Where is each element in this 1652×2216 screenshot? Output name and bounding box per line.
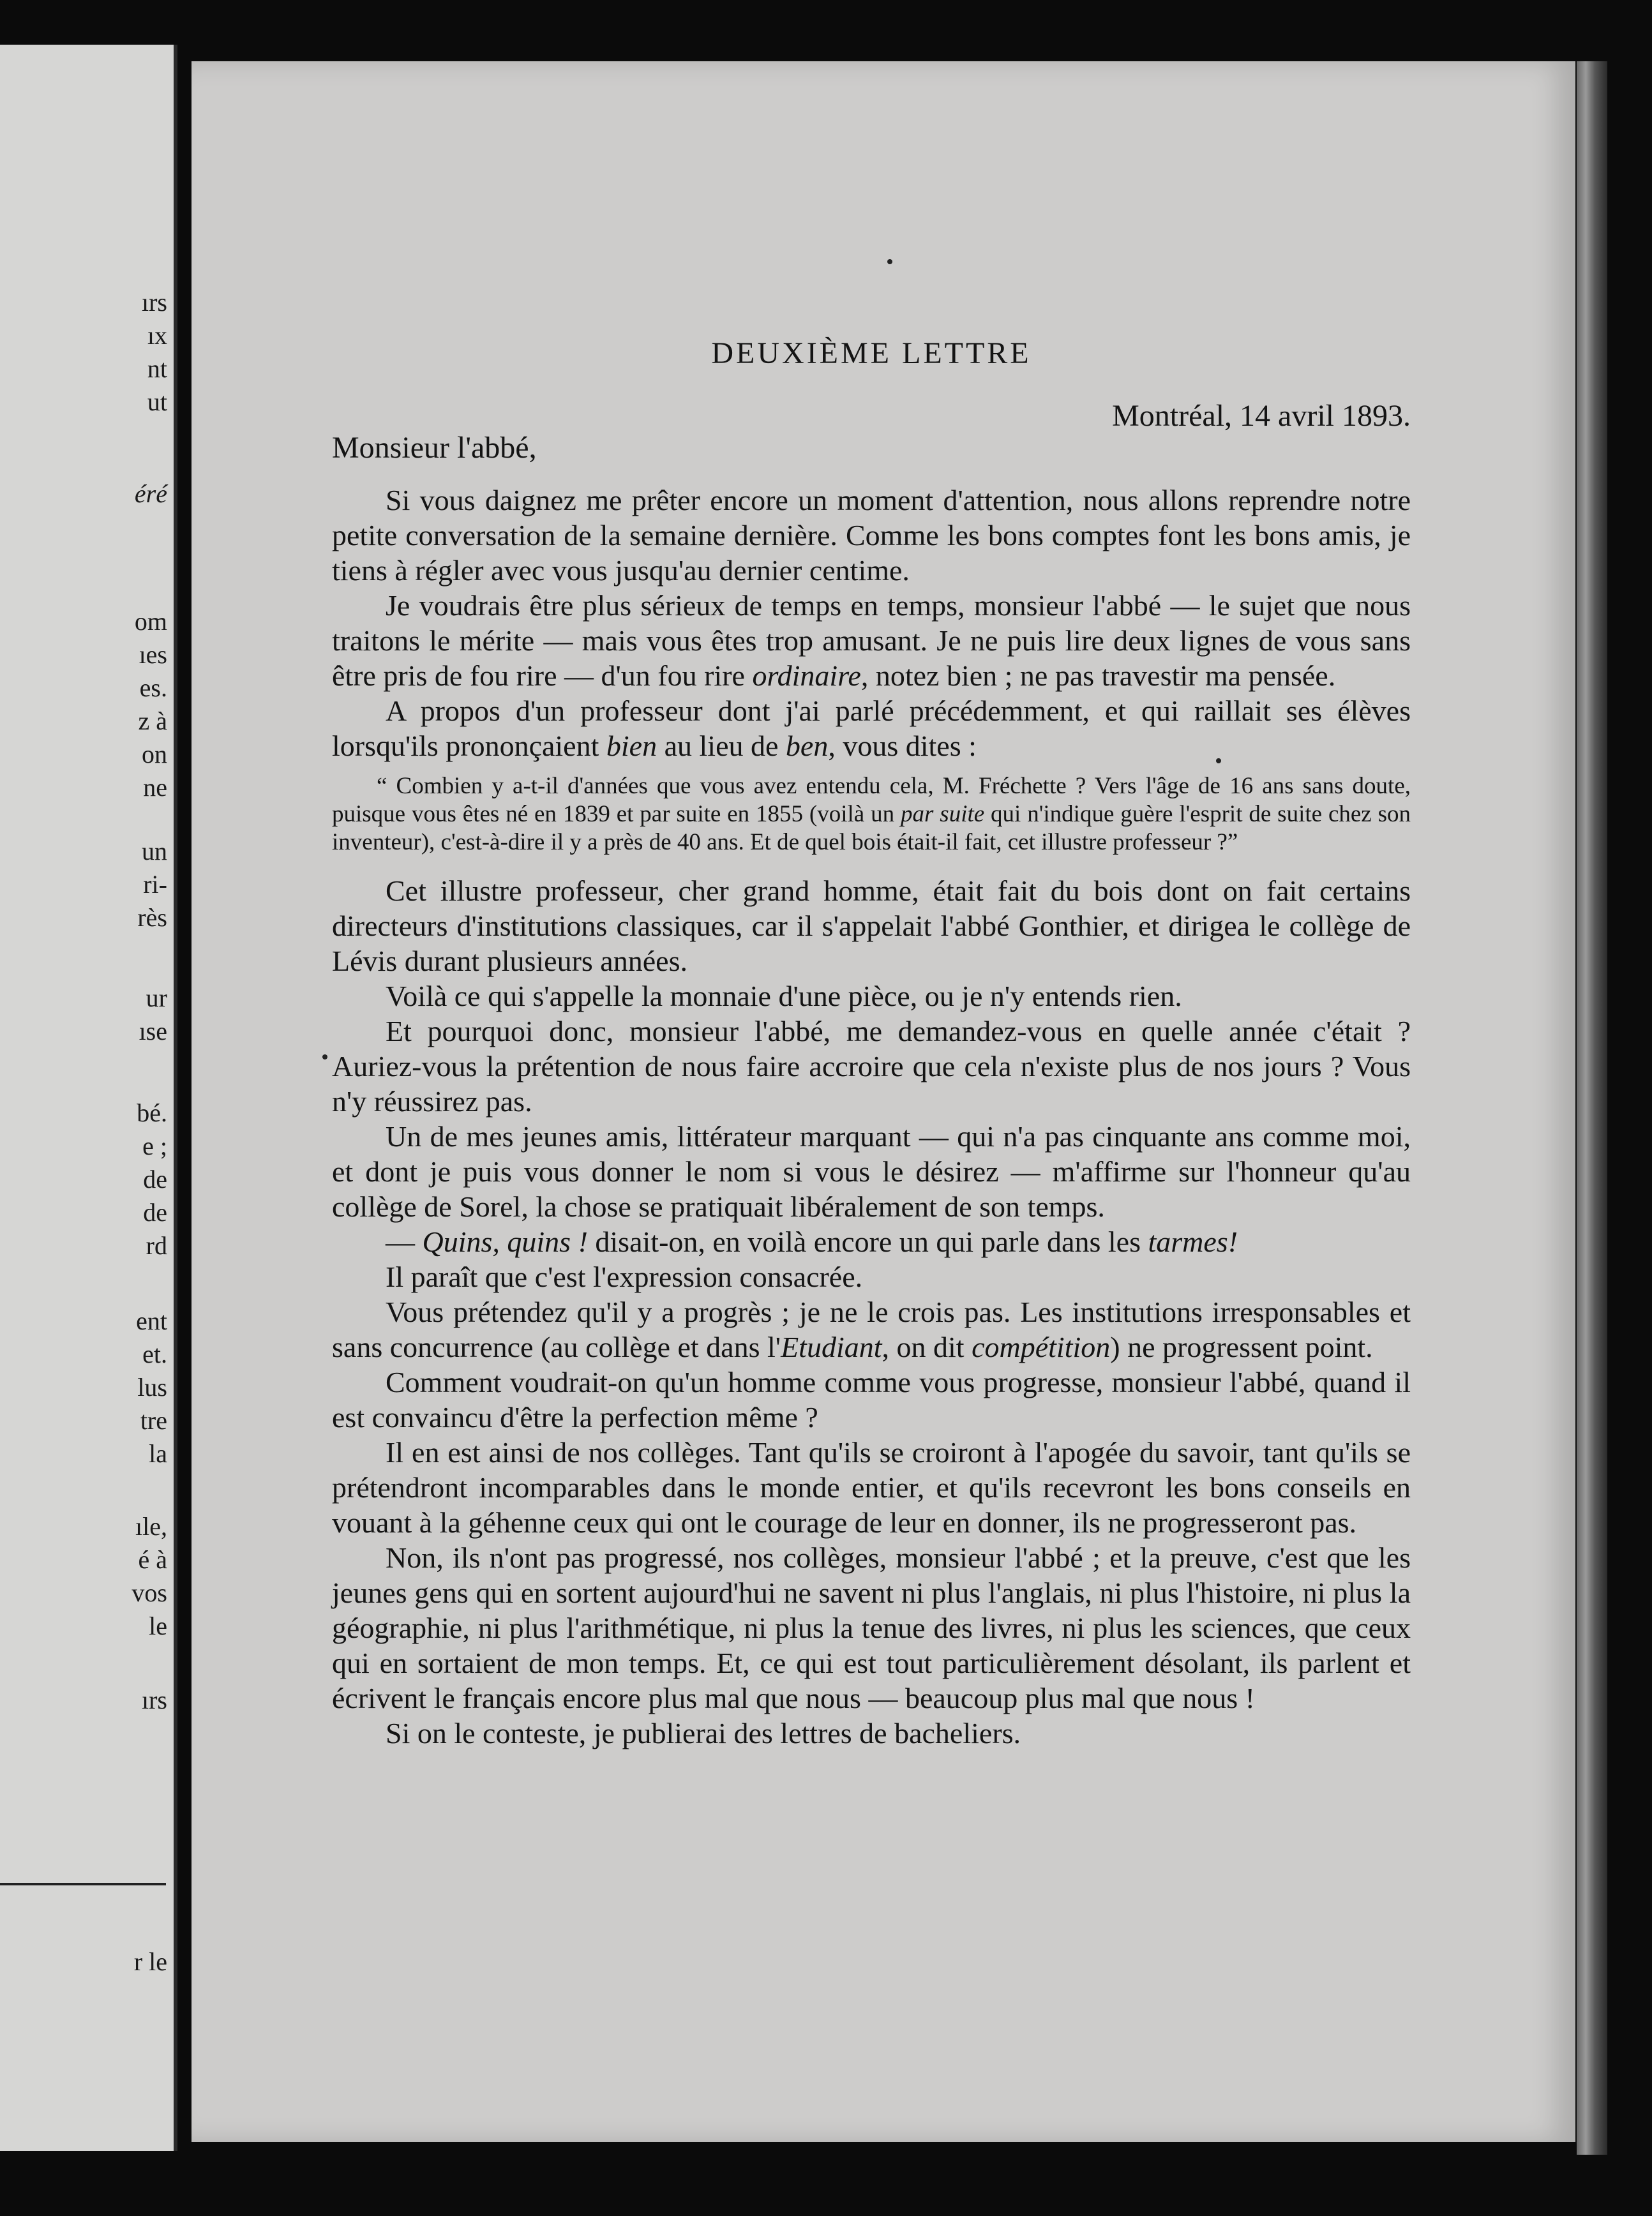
paragraph bbox=[332, 873, 1411, 978]
left-page-fragment-text: r le bbox=[133, 1947, 167, 1976]
text-run: — bbox=[386, 1225, 423, 1258]
text-run: Si vous daignez me prêter encore un moment d'attention, nous allons reprendre notre petite conversation de la semaine dernière. Comme les bons comptes font les bons amis, je tiens à régler avec vous jusqu'au dernier centime. bbox=[332, 484, 1411, 587]
text-run: Si on le conteste, je publierai des lettres de bacheliers. bbox=[386, 1717, 1021, 1749]
letter-salutation: Monsieur l'abbé, bbox=[332, 431, 537, 465]
left-page-fragment-text: ırs bbox=[142, 288, 167, 317]
left-page-fragment-text: rd bbox=[146, 1231, 167, 1260]
text-run: Non, ils n'ont pas progressé, nos collèges, monsieur l'abbé ; et la preuve, c'est que les jeunes gens qui en sortent aujourd'hui ne savent ni plus l'anglais, ni plus l'histoire, ni plus la géographie, ni plus l'arithmétique, ni plus la tenue des livres, ni plus les sciences, que ceux qui en sortaient de mon temps. Et, ce qui est tout particulièrement désolant, ils parlent et écrivent le français encore plus mal que nous — beaucoup plus mal que nous ! bbox=[332, 1541, 1411, 1714]
left-page-fragment-text: la bbox=[149, 1439, 167, 1468]
paragraph bbox=[332, 1294, 1411, 1365]
left-page-fragment-text: rès bbox=[137, 903, 167, 932]
text-run: disait-on, en voilà encore un qui parle dans les bbox=[587, 1225, 1148, 1258]
paragraph bbox=[332, 1014, 1411, 1119]
italic-text: Quins, quins ! bbox=[422, 1225, 588, 1258]
left-page-fragment-text: e ; bbox=[142, 1132, 167, 1160]
left-page-fragment-text: et. bbox=[142, 1340, 167, 1368]
letter-dateline: Montréal, 14 avril 1893. bbox=[1112, 399, 1411, 433]
text-run: Cet illustre professeur, cher grand homme, était fait du bois dont on fait certains directeurs d'institutions classiques, car il s'appelait l'abbé Gonthier, et dirigea le collège de Lévis durant plusieurs années. bbox=[332, 874, 1411, 977]
left-page-fragment-text: lus bbox=[137, 1373, 167, 1402]
text-run: A propos d'un professeur dont j'ai parlé précédemment, et qui raillait ses élèves lorsqu'ils prononçaient bbox=[332, 694, 1411, 762]
left-page-fragment-text: ri- bbox=[143, 870, 167, 899]
letter-title: DEUXIÈME LETTRE bbox=[711, 336, 1032, 370]
text-run: , on dit bbox=[882, 1331, 972, 1363]
left-page-fragment-text: bé. bbox=[137, 1098, 167, 1127]
italic-text: ordinaire bbox=[752, 659, 861, 692]
italic-text: tarmes! bbox=[1148, 1225, 1238, 1258]
text-run: , notez bien ; ne pas travestir ma pensée. bbox=[860, 659, 1336, 692]
left-page-fragment-text: ne bbox=[143, 773, 167, 802]
left-page-fragment-text: ur bbox=[146, 984, 167, 1012]
left-page-fragment-text: nt bbox=[147, 354, 167, 383]
left-page-fragment-text: éré bbox=[134, 479, 167, 508]
italic-text: Etudiant bbox=[781, 1331, 882, 1363]
paragraph bbox=[332, 588, 1411, 693]
left-page-footnote-rule bbox=[0, 1883, 166, 1885]
paragraph bbox=[332, 1435, 1411, 1540]
letter-body bbox=[332, 483, 1411, 1751]
paragraph bbox=[332, 1224, 1411, 1259]
text-run: “ Combien y a-t-il d'années que vous avez entendu cela, M. Fréchette ? Vers l'âge de 16 ans sans doute, puisque vous êtes né en 1839 et par suite en 1855 (voilà un bbox=[332, 773, 1411, 827]
text-run: Il paraît que c'est l'expression consacrée. bbox=[386, 1261, 863, 1293]
paragraph bbox=[332, 1259, 1411, 1294]
left-page-fragment-text: ıle, bbox=[135, 1512, 167, 1541]
paragraph bbox=[332, 1119, 1411, 1224]
text-run: Je voudrais être plus sérieux de temps en temps, monsieur l'abbé — le sujet que nous traitons le mérite — mais vous êtes trop amusant. Je ne puis lire deux lignes de vous sans être pris de fou rire — d'un fou rire bbox=[332, 589, 1411, 692]
left-page-fragment-text: vos bbox=[131, 1578, 167, 1607]
left-page-fragment-text: ırs bbox=[142, 1686, 167, 1714]
left-page-fragment-text: de bbox=[143, 1198, 167, 1227]
left-page-fragment-text: tre bbox=[140, 1406, 167, 1435]
left-page-fragment-text: ent bbox=[136, 1306, 167, 1335]
italic-text: bien bbox=[606, 730, 657, 762]
paragraph bbox=[332, 483, 1411, 588]
left-page-fragment-text: om bbox=[134, 607, 167, 636]
left-page-fragment-text: es. bbox=[139, 673, 167, 702]
italic-text: compétition bbox=[972, 1331, 1111, 1363]
left-page-fragment bbox=[0, 45, 177, 2151]
left-page-fragment-text: ıx bbox=[147, 321, 167, 350]
ink-speck bbox=[887, 259, 892, 264]
left-page-fragment-text: le bbox=[149, 1612, 167, 1640]
italic-text: par suite bbox=[901, 801, 985, 827]
paragraph bbox=[332, 1540, 1411, 1716]
left-page-fragment-text: on bbox=[142, 740, 167, 768]
text-run: Un de mes jeunes amis, littérateur marquant — qui n'a pas cinquante ans comme moi, et dont je puis vous donner le nom si vous le désirez — m'affirme sur l'honneur qu'au collège de Sorel, la chose se pratiquait libéralement de son temps. bbox=[332, 1120, 1411, 1223]
book-page bbox=[191, 61, 1575, 2142]
text-run: , vous dites : bbox=[828, 730, 977, 762]
ink-speck bbox=[322, 1054, 327, 1059]
left-page-fragment-text: ut bbox=[147, 387, 167, 416]
text-run: Vous prétendez qu'il y a progrès ; je ne le crois pas. Les institutions irresponsables et sans concurrence (au collège et dans l' bbox=[332, 1296, 1411, 1363]
paragraph bbox=[332, 1365, 1411, 1435]
paragraph bbox=[332, 693, 1411, 763]
text-run: Voilà ce qui s'appelle la monnaie d'une pièce, ou je n'y entends rien. bbox=[386, 980, 1182, 1012]
text-run: qui n'indique guère l'esprit de suite chez son inventeur), c'est-à-dire il y a près de 40 ans. Et de quel bois était-il fait, cet illustre professeur ?” bbox=[332, 801, 1411, 855]
text-run: Et pourquoi donc, monsieur l'abbé, me demandez-vous en quelle année c'était ? Auriez-vous la prétention de nous faire accroire que cela n'existe plus de nos jours ? Vous n'y réussirez pas. bbox=[332, 1015, 1411, 1118]
left-page-fragment-text: ıse bbox=[139, 1017, 167, 1045]
left-page-fragment-text: é à bbox=[138, 1545, 167, 1574]
text-run: au lieu de bbox=[657, 730, 786, 762]
paragraph bbox=[332, 1716, 1411, 1751]
left-page-fragment-text: ıes bbox=[139, 640, 167, 669]
left-page-fragment-text: z à bbox=[138, 707, 167, 735]
text-run: ) ne progressent point. bbox=[1110, 1331, 1373, 1363]
left-page-fragment-text: de bbox=[143, 1165, 167, 1194]
text-run: Il en est ainsi de nos collèges. Tant qu'ils se croiront à l'apogée du savoir, tant qu'ils se prétendront incomparables dans le monde entier, et qu'ils recevront les bons conseils en vouant à la géhenne ceux qui ont le courage de leur en donner, ils ne progresseront pas. bbox=[332, 1436, 1411, 1539]
quoted-passage bbox=[332, 772, 1411, 857]
italic-text: ben bbox=[785, 730, 829, 762]
text-run: Comment voudrait-on qu'un homme comme vous progresse, monsieur l'abbé, quand il est convaincu d'être la perfection même ? bbox=[332, 1366, 1411, 1434]
left-page-fragment-text: un bbox=[142, 837, 167, 865]
page-edge bbox=[1577, 61, 1607, 2155]
paragraph bbox=[332, 978, 1411, 1014]
